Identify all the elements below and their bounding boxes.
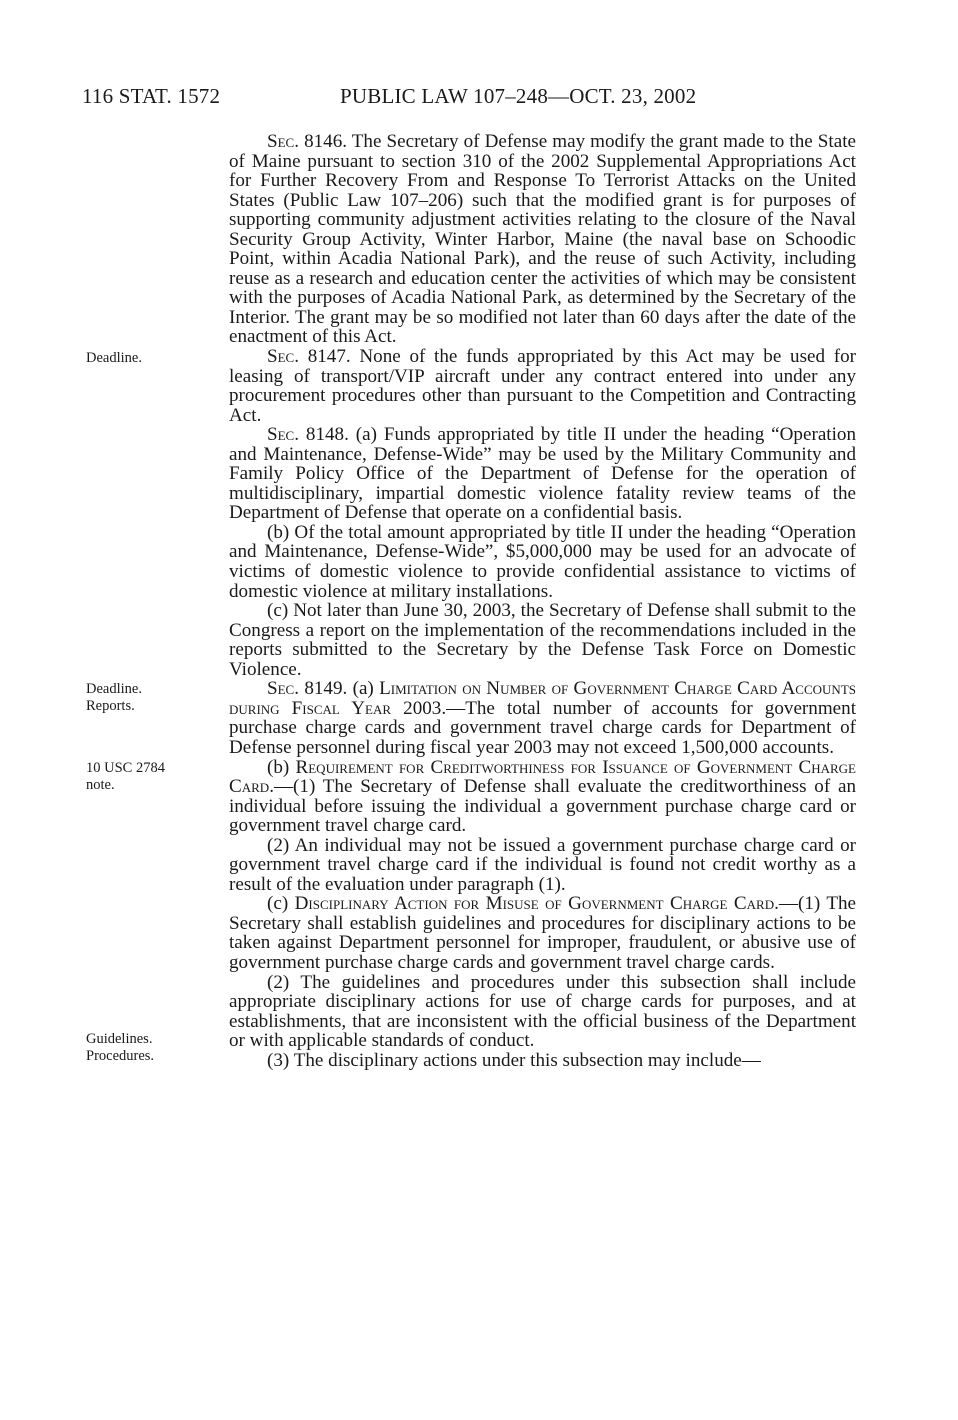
section-text: (2) The guidelines and procedures under this subsection shall include appropriate disciplinary actions for use of charge cards for purposes, and at establishments, that are inconsistent with the official business of the Department or with applicable standards of conduct. [229,971,856,1052]
subsection-heading: Limitation on Number of Government Charge Card Accounts during Fiscal Year 2003 [229,678,856,719]
section-text: .—The total number of accounts for government purchase charge cards and government travel charge cards for Department of Defense personnel during fiscal year 2003 may not exceed 1,500,000 accounts. [229,697,856,758]
margin-note-deadline-reports: Deadline. Reports. [86,681,142,714]
section-text: (c) Not later than June 30, 2003, the Secretary of Defense shall submit to the Congress a report on the implementation of the recommendations included in the reports submitted to the Secretary by the Defense Task Force on Domestic Violence. [229,600,856,680]
subsection-lead: (a) [347,678,380,700]
section-8148-a [229,425,856,523]
section-text: (3) The disciplinary actions under this subsection may include— [267,1049,761,1071]
section-label: Sec. 8146. [267,131,348,152]
section-8146 [229,132,856,347]
section-text: The Secretary of Defense may modify the grant made to the State of Maine pursuant to section 310 of the 2002 Supplemental Appropriations Act for Further Recovery From and Response To Terrorist Attacks on the United States (Public Law 107–206) such that the modified grant is for purposes of supporting community adjustment activities relating to the closure of the Naval Security Group Activity, Winter Harbor, Maine (the naval base on Schoodic Point, within Acadia National Park), and the reuse of such Activity, including reuse as a research and education center the activities of which may be consistent with the purposes of Acadia National Park, as determined by the Secretary of the Interior. The grant may be so modified not later than 60 days after the date of the enactment of this Act. [229,131,856,348]
page-header [82,84,862,114]
section-8148-b [229,523,856,601]
section-label: Sec. 8149. [267,678,348,700]
section-text: None of the funds appropriated by this Act may be used for leasing of transport/VIP aircraft under any contract entered into under any procurement procedures other than pursuant to the Competition and Contracting Act. [229,346,856,426]
margin-note-guidelines-procedures: Guidelines. Procedures. [86,1031,155,1064]
subsection-heading: Requirement for Creditworthiness for Issuance of Government Charge Card [229,756,856,798]
statute-body [229,132,856,1070]
section-text: (b) Of the total amount appropriated by title II under the heading “Operation and Maintenance, Defense-Wide”, $5,000,000 may be used for an advocate of victims of domestic violence to provide confidential assistance to victims of domestic violence at military installations. [229,521,856,602]
section-text: (a) Funds appropriated by title II under the heading “Operation and Maintenance, Defense-Wide” may be used by the Military Community and Family Policy Office of the Department of Defense for the operation of multidisciplinary, impartial domestic violence fatality review teams of the Department of Defense that operate on a confidential basis. [229,424,856,524]
section-label: Sec. 8147. [267,346,351,368]
section-8149-a [229,679,856,757]
folio: 116 STAT. 1572 [82,84,221,108]
section-8149-c-3 [229,1051,856,1071]
section-text: .—(1) The Secretary of Defense shall evaluate the creditworthiness of an individual before issuing the individual a government purchase charge card or government travel charge card. [229,776,856,837]
section-label: Sec. 8148. [267,424,349,446]
section-8149-b-2 [229,836,856,895]
section-8148-c [229,601,856,679]
running-head: PUBLIC LAW 107–248—OCT. 23, 2002 [340,84,697,108]
subsection-heading: Disciplinary Action for Misuse of Government Charge Card [294,893,775,915]
subsection-lead: (c) [267,893,295,915]
margin-note-deadline: Deadline. [86,350,142,366]
section-text: .—(1) The Secretary shall establish guidelines and procedures for disciplinary actions to be taken against Department personnel for improper, fraudulent, or abusive use of government purchase charge cards and government travel charge cards. [229,893,857,973]
section-8149-c-2 [229,973,856,1051]
section-8149-b-1 [229,758,856,836]
section-8147 [229,347,856,425]
margin-note-usc-citation: 10 USC 2784 note. [86,760,165,793]
section-text: (2) An individual may not be issued a government purchase charge card or government travel charge card if the individual is found not credit worthy as a result of the evaluation under paragraph (1). [229,834,856,895]
section-8149-c-1 [229,894,856,972]
subsection-lead: (b) [267,756,296,778]
